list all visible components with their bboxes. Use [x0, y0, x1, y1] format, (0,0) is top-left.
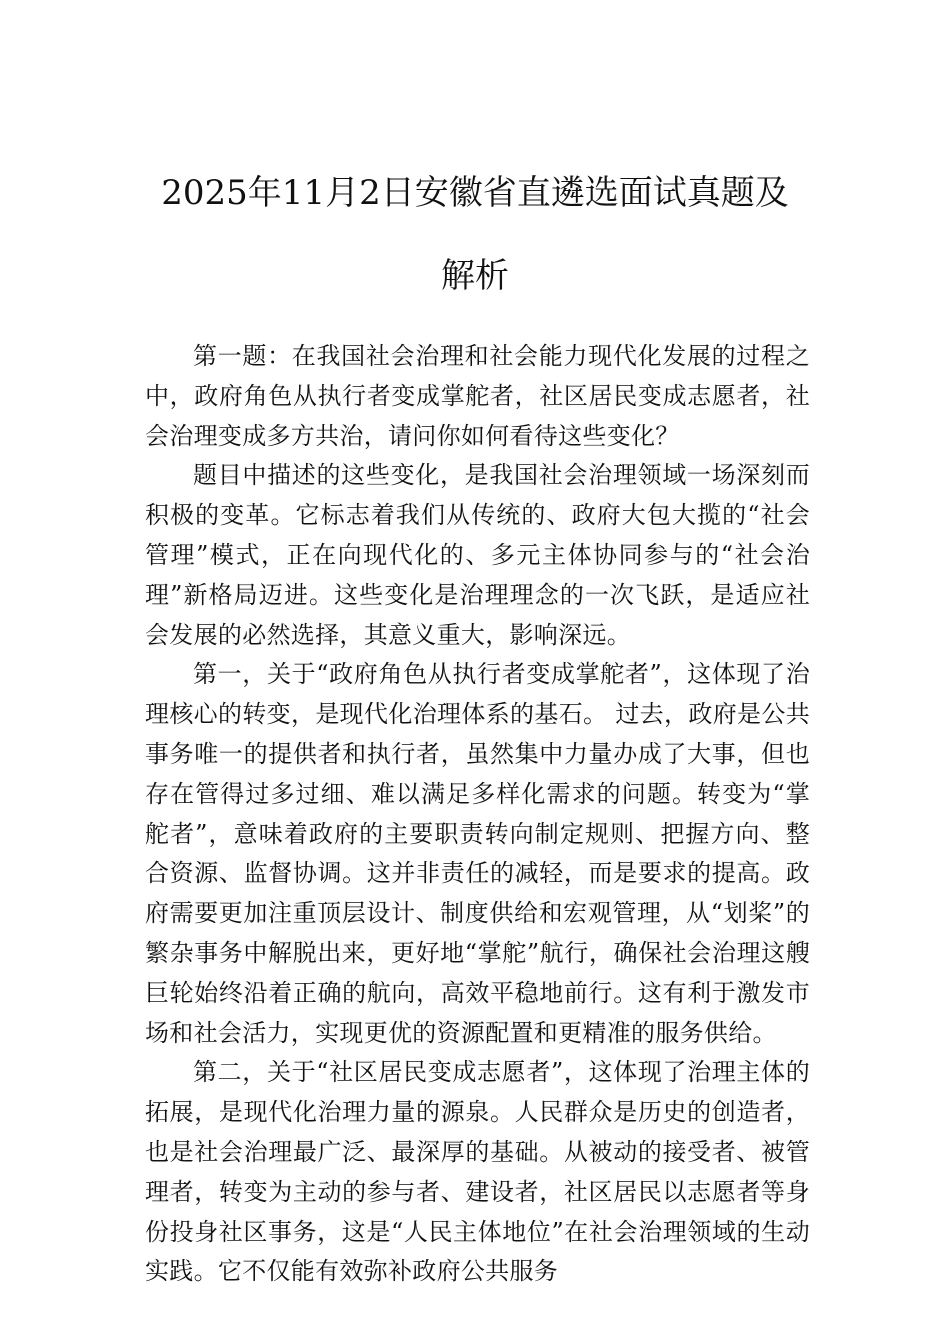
- paragraph-point-two: 第二，关于“社区居民变成志愿者”，这体现了治理主体的拓展，是现代化治理力量的源泉。人民群众是历史的创造者，也是社会治理最广泛、最深厚的基础。从被动的接受者、被管理者，转变为主动的参与者、建设者，社区居民以志愿者等身份投身社区事务，这是“人民主体地位”在社会治理领域的生动实践。它不仅能有效弥补政府公共服务: [145, 1058, 810, 1286]
- paragraph-question-one: 第一题：在我国社会治理和社会能力现代化发展的过程之中，政府角色从执行者变成掌舵者，社区居民变成志愿者，社会治理变成多方共治，请问你如何看待这些变化？: [145, 342, 810, 450]
- document-title: 2025年11月2日安徽省直遴选面试真题及解析: [161, 173, 789, 296]
- document-body: [145, 337, 810, 1292]
- paragraph-point-one: 第一，关于“政府角色从执行者变成掌舵者”，这体现了治理核心的转变，是现代化治理体系的基石。 过去，政府是公共事务唯一的提供者和执行者，虽然集中力量办成了大事，但也存在管得过多过细、难以满足多样化需求的问题。转变为“掌舵者”，意味着政府的主要职责转向制定规则、把握方向、整合资源、监督协调。这并非责任的减轻，而是要求的提高。政府需要更加注重顶层设计、制度供给和宏观管理，从“划桨”的繁杂事务中解脱出来，更好地“掌舵”航行，确保社会治理这艘巨轮始终沿着正确的航向，高效平稳地前行。这有利于激发市场和社会活力，实现更优的资源配置和更精准的服务供给。: [145, 660, 810, 1047]
- paragraph-overview: 题目中描述的这些变化，是我国社会治理领域一场深刻而积极的变革。它标志着我们从传统的、政府大包大揽的“社会管理”模式，正在向现代化的、多元主体协同参与的“社会治理”新格局迈进。这些变化是治理理念的一次飞跃，是适应社会发展的必然选择，其意义重大，影响深远。: [145, 461, 810, 649]
